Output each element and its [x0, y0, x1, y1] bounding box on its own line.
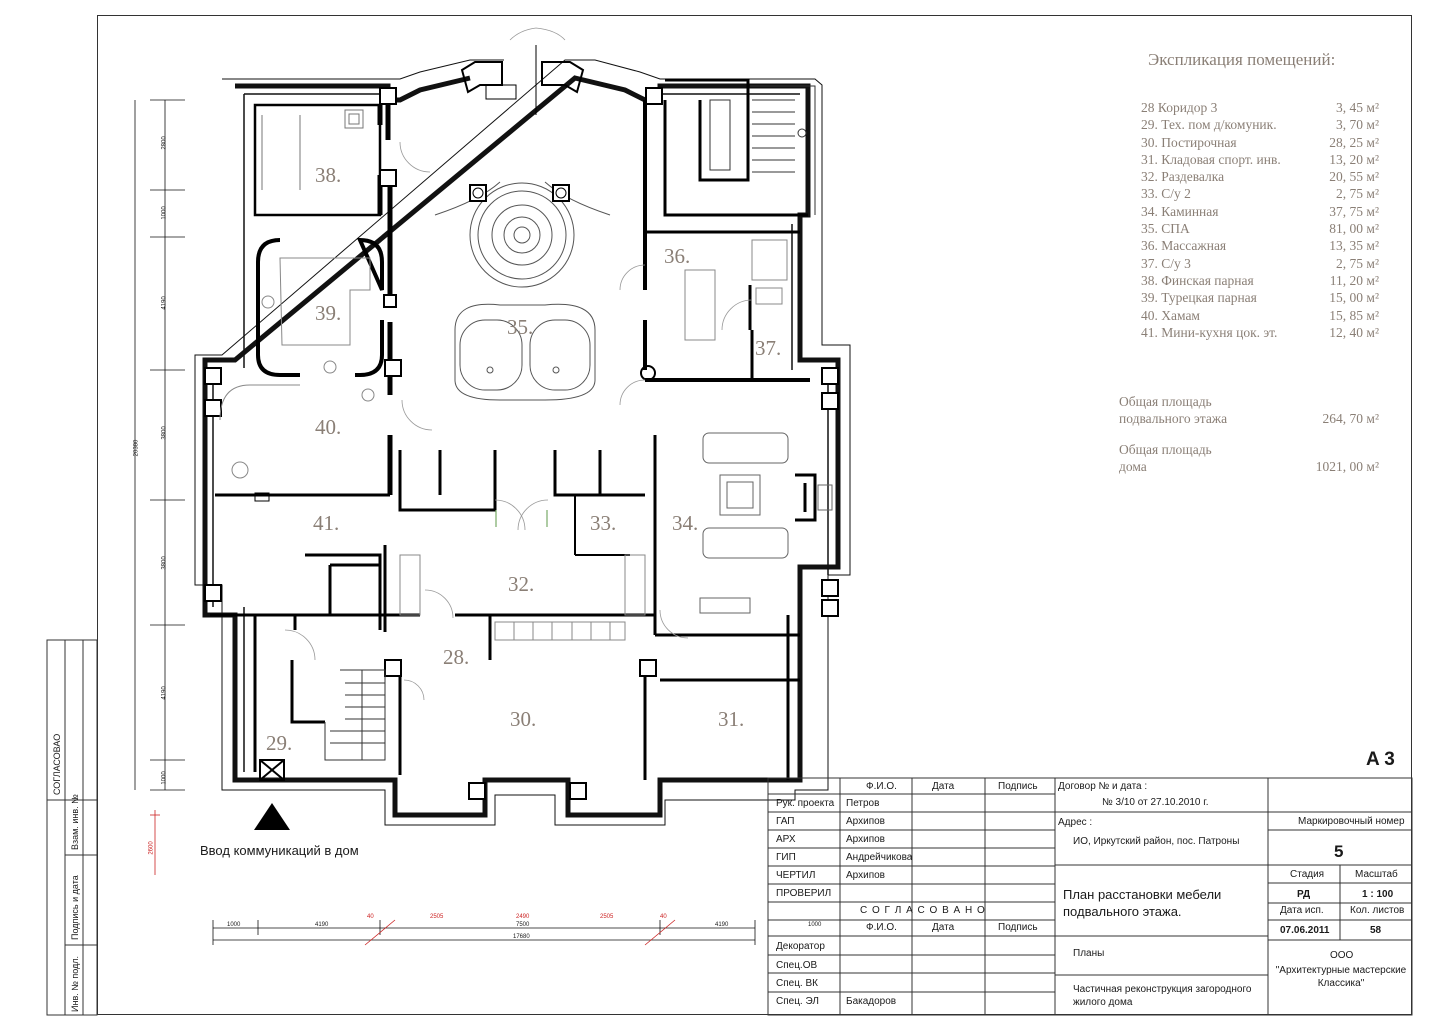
total-house: Общая площадь дома 1021, 00 м²	[1119, 442, 1379, 474]
room-label-28: 28.	[443, 645, 470, 669]
explication-row: 30. Постирочная 28, 25 м²	[1141, 134, 1379, 150]
tb-agreed-date: Дата	[932, 922, 955, 933]
tb-marking-value: 5	[1334, 842, 1344, 861]
room-label-33: 33.	[590, 511, 617, 535]
room-label-40: 40.	[315, 415, 342, 439]
dim-bottom-1: 1000	[227, 922, 241, 928]
tb-name-3: Андрейчикова	[846, 852, 913, 863]
dim-bottom-9: 1000	[808, 922, 822, 928]
dim-left-total: 20380	[133, 439, 140, 457]
side-stamp-inv-orig: Инв. № подл.	[70, 955, 80, 1012]
tb-sheets-label: Кол. листов	[1350, 905, 1405, 916]
explication-row: 36. Массажная 13, 35 м²	[1141, 238, 1379, 254]
dim-bottom-6: 2505	[600, 914, 614, 920]
tb-stage-value: РД	[1297, 889, 1311, 900]
explication-row: 40. Хамам 15, 85 м²	[1141, 307, 1379, 323]
tb-project: Частичная реконструкция загородного жилого дома	[1073, 984, 1252, 1008]
explication-row: 34. Каминная 37, 75 м²	[1141, 203, 1379, 219]
tb-role-4: ЧЕРТИЛ	[776, 870, 816, 881]
tb-org-2: "Архитектурные мастерские Классика"	[1275, 965, 1407, 989]
tb-agreed-role-2: Спец. ВК	[776, 978, 818, 989]
dim-bottom-3: 40	[367, 914, 374, 920]
explication-row: 39. Турецкая парная 15, 00 м²	[1141, 290, 1379, 306]
entry-triangle-icon	[254, 803, 290, 830]
tb-date-value: 07.06.2011	[1280, 925, 1330, 936]
explication-row: 37. С/у 3 2, 75 м²	[1141, 255, 1379, 271]
tb-agreed: С О Г Л А С О В А Н О	[860, 905, 986, 916]
tb-contract-label: Договор № и дата :	[1058, 781, 1148, 792]
room-label-32: 32.	[508, 572, 535, 596]
tb-name-1: Архипов	[846, 816, 885, 827]
dim-left-7: 1000	[161, 771, 168, 785]
dim-bottom-mid: 7500	[516, 922, 530, 928]
tb-role-2: АРХ	[776, 834, 796, 845]
room-label-35: 35.	[507, 315, 534, 339]
side-stamp-agreed: СОГЛАСОВАО	[52, 733, 62, 795]
tb-hdr-date: Дата	[932, 781, 955, 792]
explication-row: 35. СПА 81, 00 м²	[1141, 221, 1379, 237]
tb-address-value: ИО, Иркутский район, пос. Патроны	[1073, 836, 1240, 847]
tb-sheets-value: 58	[1370, 925, 1382, 936]
room-label-38: 38.	[315, 163, 342, 187]
dim-bottom-7: 40	[660, 914, 667, 920]
room-label-41: 41.	[313, 511, 340, 535]
room-label-36: 36.	[664, 244, 691, 268]
explication-row: 38. Финская парная 11, 20 м²	[1141, 272, 1379, 288]
explication-title: Экспликация помещений:	[1148, 50, 1336, 69]
sheet-format: A 3	[1366, 749, 1395, 770]
tb-agreed-name-3: Бакадоров	[846, 996, 897, 1007]
side-stamp-sign-date: Подпись и дата	[70, 875, 80, 940]
explication-row: 33. С/у 2 2, 75 м²	[1141, 186, 1379, 202]
dim-left-2: 1000	[161, 206, 168, 220]
tb-scale-label: Масштаб	[1355, 869, 1398, 880]
tb-scale-value: 1 : 100	[1362, 889, 1394, 900]
tb-role-0: Рук. проекта	[776, 798, 835, 809]
dim-left-5: 3800	[161, 556, 168, 570]
tb-address-label: Адрес :	[1058, 817, 1093, 828]
dim-bottom-total: 17680	[513, 934, 530, 940]
dim-left-red: 2600	[148, 841, 155, 855]
room-label-30: 30.	[510, 707, 537, 731]
tb-contract-value: № 3/10 от 27.10.2010 г.	[1102, 797, 1209, 808]
total-basement: Общая площадь подвального этажа 264, 70 м²	[1119, 394, 1379, 426]
tb-name-4: Архипов	[846, 870, 885, 881]
tb-role-1: ГАП	[776, 816, 795, 827]
room-label-39: 39.	[315, 301, 342, 325]
room-label-31: 31.	[718, 707, 745, 731]
tb-role-3: ГИП	[776, 852, 796, 863]
dim-left-6: 4190	[161, 686, 168, 700]
dim-left-3: 4190	[161, 296, 168, 310]
room-label-37: 37.	[755, 336, 782, 360]
tb-agreed-role-0: Декоратор	[776, 941, 825, 952]
dim-bottom-2: 4190	[315, 922, 329, 928]
side-stamp-replace: Взам. инв. №	[70, 794, 80, 850]
tb-hdr-fio: Ф.И.О.	[866, 781, 897, 792]
explication-row: 32. Раздевалка 20, 55 м²	[1141, 169, 1379, 185]
dim-bottom-4: 2505	[430, 914, 444, 920]
explication-row: 28 Коридор 3 3, 45 м²	[1141, 100, 1379, 115]
tb-hdr-sign: Подпись	[998, 781, 1038, 792]
tb-agreed-sign: Подпись	[998, 922, 1038, 933]
room-label-29: 29.	[266, 731, 293, 755]
tb-date-label: Дата исп.	[1280, 905, 1324, 916]
tb-stage-label: Стадия	[1290, 869, 1325, 880]
explication-row: 41. Мини-кухня цок. эт. 12, 40 м²	[1141, 324, 1379, 340]
tb-role-5: ПРОВЕРИЛ	[776, 888, 832, 899]
tb-name-0: Петров	[846, 798, 880, 809]
tb-drawing-title: План расстановки мебели подвального этажа.	[1063, 887, 1222, 919]
dim-left-1: 2800	[161, 136, 168, 150]
explication-row: 31. Кладовая спорт. инв. 13, 20 м²	[1141, 151, 1379, 167]
tb-marking-label: Маркировочный номер	[1298, 816, 1405, 827]
tb-section: Планы	[1073, 948, 1105, 959]
tb-agreed-role-1: Спец.ОВ	[776, 960, 818, 971]
room-label-34: 34.	[672, 511, 699, 535]
tb-org-1: ООО	[1330, 950, 1354, 961]
dim-left-4: 3800	[161, 426, 168, 440]
dim-bottom-8: 4190	[715, 922, 729, 928]
entry-label: Ввод коммуникаций в дом	[200, 843, 359, 858]
tb-agreed-fio: Ф.И.О.	[866, 922, 897, 933]
dim-bottom-5: 2490	[516, 914, 530, 920]
explication-row: 29. Тех. пом д/комуник. 3, 70 м²	[1141, 117, 1379, 133]
tb-agreed-role-3: Спец. ЭЛ	[776, 996, 819, 1007]
explication-list	[1141, 99, 1379, 341]
tb-name-2: Архипов	[846, 834, 885, 845]
